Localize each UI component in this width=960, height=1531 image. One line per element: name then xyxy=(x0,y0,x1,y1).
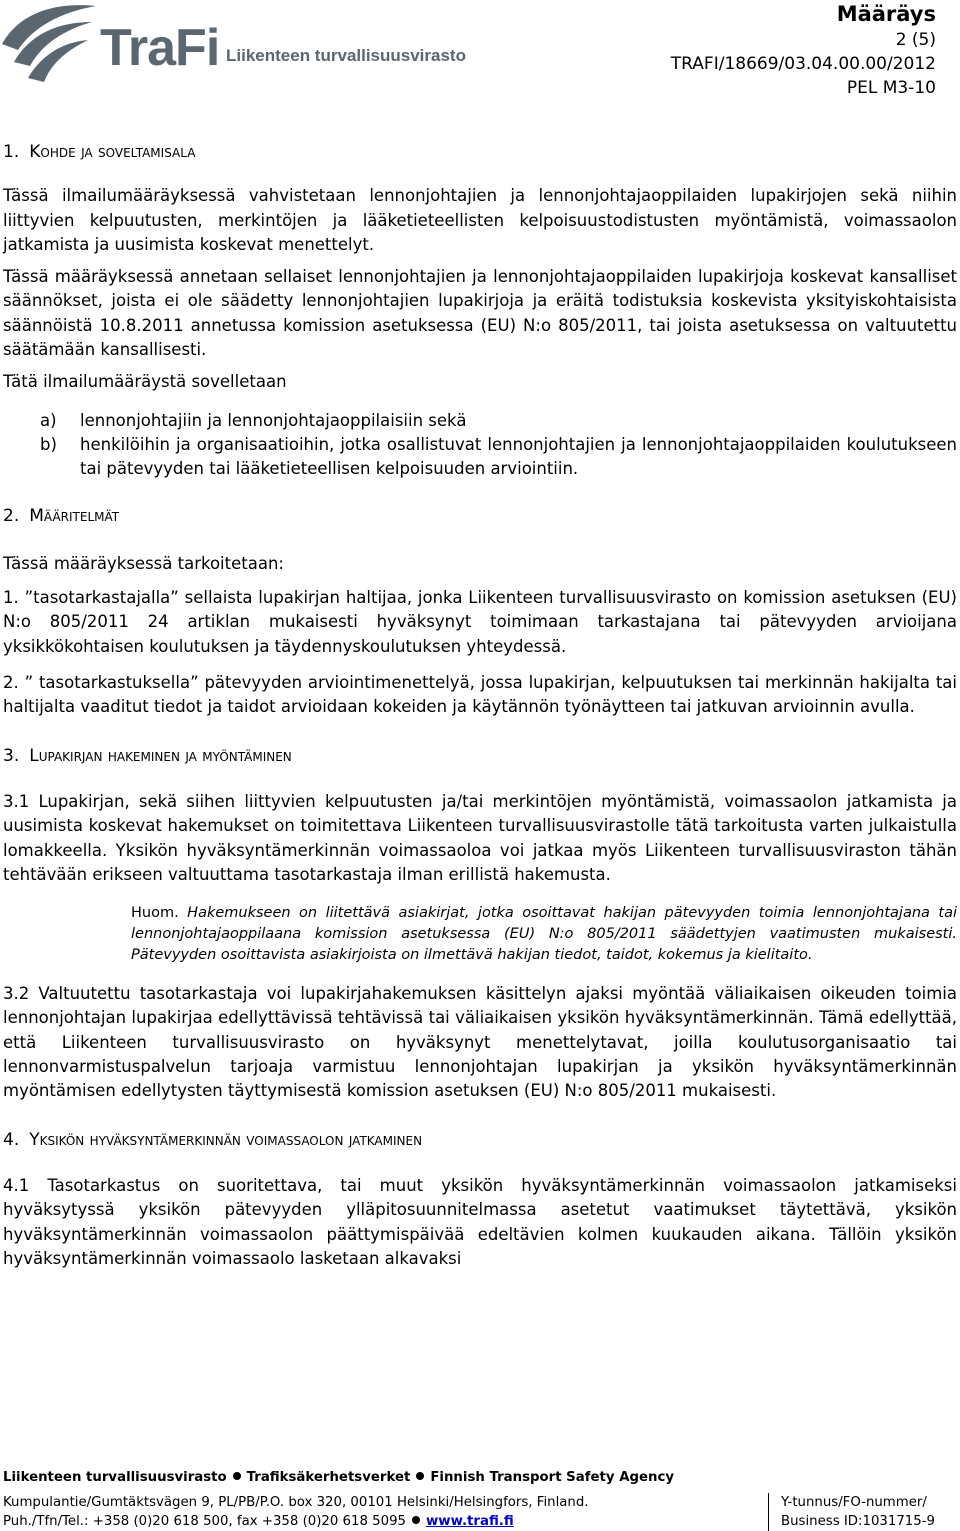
section-title: Määritelmät xyxy=(29,505,120,526)
wing-logo-icon xyxy=(0,0,100,90)
paragraph: 4.1 Tasotarkastus on suoritettava, tai muut yksikön hyväksyntämerkinnän voimassaolon jatkamiseksi hyväksytyssä yksikön pätevyyden ylläpitosuunnitelmassa asetetut vaatimukset täytettävä, yksikön hyväksyntämerkinnän voimassaolon päättymispäivää edeltävien kolmen kuukauden aikana. Tällöin yksikön hyväksyntämerkinnän voimassaolo lasketaan alkavaksi xyxy=(3,1175,957,1268)
section-title: Yksikön hyväksyntämerkinnän voimassaolon jatkaminen xyxy=(29,1129,423,1150)
trafi-logo xyxy=(0,0,466,100)
section-heading-2 xyxy=(3,504,957,528)
pel-code: PEL M3-10 xyxy=(846,78,936,98)
footer-row-address xyxy=(3,1493,957,1512)
ytunnus-label: Y-tunnus/FO-nummer/ xyxy=(768,1493,927,1512)
address: Kumpulantie/Gumtäktsvägen 9, PL/PB/P.O. box 320, 00101 Helsinki/Helsingfors, Finland. xyxy=(3,1495,589,1510)
footer-row-contact xyxy=(3,1512,957,1531)
paragraph: Tässä ilmailumääräyksessä vahvistetaan lennonjohtajien ja lennonjohtajaoppilaiden lupakirjojen sekä niihin liittyvien kelpuutusten, merkintöjen ja lääketieteellisten kelpoisuustodistusten myöntämistä, voimassaolon jatkamista ja uusimista koskevat menettelyt. xyxy=(3,186,957,254)
document-code: TRAFI/18669/03.04.00.00/2012 xyxy=(670,54,936,74)
note: Huom. Hakemukseen on liitettävä asiakirjat, jotka osoittavat hakijan pätevyyden toimia lennonjohtajana tai lennonjohtajaoppilaana komission asetuksessa (EU) N:o 805/2011 säädettyjen vaatimusten mukaisesti. Pätevyyden osoittavista asiakirjoista on ilmettävä hakijan tiedot, taidot, kokemus ja kielitaito. xyxy=(131,905,957,964)
paragraph: Tässä määräyksessä annetaan sellaiset lennonjohtajien ja lennonjohtajaoppilaiden lupakirjoja koskevat kansalliset säännökset, joista ei ole säädetty lennonjohtajien lupakirjoja ja eräitä todistuksia koskevista yksityiskohtaisista säännöistä 10.8.2011 annetussa komission asetuksessa (EU) N:o 805/2011, tai joista asetuksessa on valtuutettu säätämään kansallisesti. xyxy=(3,267,957,360)
paragraph: 3.1 Lupakirjan, sekä siihen liittyvien kelpuutusten ja/tai merkintöjen myöntämistä, voimassaolon jatkamista ja uusimista koskevat hakemukset on toimitettava Liikenteen turvallisuusvirastolle tätä tarkoitusta varten julkaistulla lomakkeella. Yksikön hyväksyntämerkinnän voimassaoloa voi jatkaa myös Liikenteen turvallisuusviraston tähän tehtävään erikseen valtuuttama tasotarkastaja ilman erillistä hakemusta. xyxy=(3,791,957,884)
section-number: 3. xyxy=(3,745,20,766)
section-title: Kohde ja soveltamisala xyxy=(29,142,196,162)
definition: 1. ”tasotarkastajalla” sellaista lupakirjan haltijaa, jonka Liikenteen turvallisuusvirasto on komission asetuksen (EU) N:o 805/2011 24 artiklan mukaisesti hyväksynyt toimimaan tarkastajana tai pätevyyden arvioijana yksikkökohtaisen koulutuksen ja täydennyskoulutuksen yhteydessä. xyxy=(3,588,957,656)
scope-list xyxy=(3,409,957,482)
section-heading-3 xyxy=(3,744,957,768)
section-number: 1. xyxy=(3,142,20,162)
website-link[interactable]: www.trafi.fi xyxy=(426,1514,514,1529)
document-type: Määräys xyxy=(836,2,936,26)
section-heading-4 xyxy=(3,1128,957,1152)
logo-subtitle: Liikenteen turvallisuusvirasto xyxy=(226,46,466,65)
page-number: 2 (5) xyxy=(895,30,936,50)
list-item: a) lennonjohtajiin ja lennonjohtajaoppilaisiin sekä xyxy=(40,410,467,430)
agency-names: Liikenteen turvallisuusvirasto Trafiksäkerhetsverket Finnish Transport Safety Agency xyxy=(3,1470,675,1485)
list-item: b) henkilöihin ja organisaatioihin, jotka osallistuvat lennonjohtajien ja lennonjohtajaoppilaiden koulutukseen tai pätevyyden tai lääketieteellisen kelpoisuuden arviointiin. xyxy=(40,434,957,479)
definition: 2. ” tasotarkastuksella” pätevyyden arviointimenettelyä, jossa lupakirjan, kelpuutuksen tai merkinnän hakijalta tai haltijalta vaaditut tiedot ja taidot arvioidaan kokeiden ja käytännön työnäytteen tai jatkuvan arvioinnin avulla. xyxy=(3,673,957,717)
section-number: 4. xyxy=(3,1129,20,1150)
section-number: 2. xyxy=(3,505,20,526)
logo-name: TraFi xyxy=(100,19,220,77)
business-id: Business ID:1031715-9 xyxy=(768,1512,935,1531)
paragraph: Tässä määräyksessä tarkoitetaan: xyxy=(3,553,284,573)
document-body xyxy=(3,140,957,1271)
page-footer xyxy=(3,1468,957,1531)
document-meta xyxy=(671,0,936,100)
section-title: Lupakirjan hakeminen ja myöntäminen xyxy=(29,745,292,766)
paragraph: Tätä ilmailumääräystä sovelletaan xyxy=(3,372,287,392)
phone: Puh./Tfn/Tel.: +358 (0)20 618 500, fax +358 (0)20 618 5095 xyxy=(3,1514,406,1529)
section-heading-1 xyxy=(3,140,957,164)
paragraph: 3.2 Valtuutettu tasotarkastaja voi lupakirjahakemuksen käsittelyn ajaksi myöntää väliaikaisen oikeuden toimia lennonjohtajan lupakirjaa edellyttävissä tehtävissä tai väliaikaisen yksikön hyväksyntämerkinnän. Tämä edellyttää, että Liikenteen turvallisuusvirasto on hyväksynyt menettelytavat, joilla koulutusorganisaatio tai lennonvarmistuspalvelun tarjoaja varmistuu lennonjohtajan lupakirjan ja yksikön hyväksyntämerkinnän myöntämisen edellytysten täyttymisestä komission asetuksen (EU) N:o 805/2011 mukaisesti. xyxy=(3,984,957,1101)
